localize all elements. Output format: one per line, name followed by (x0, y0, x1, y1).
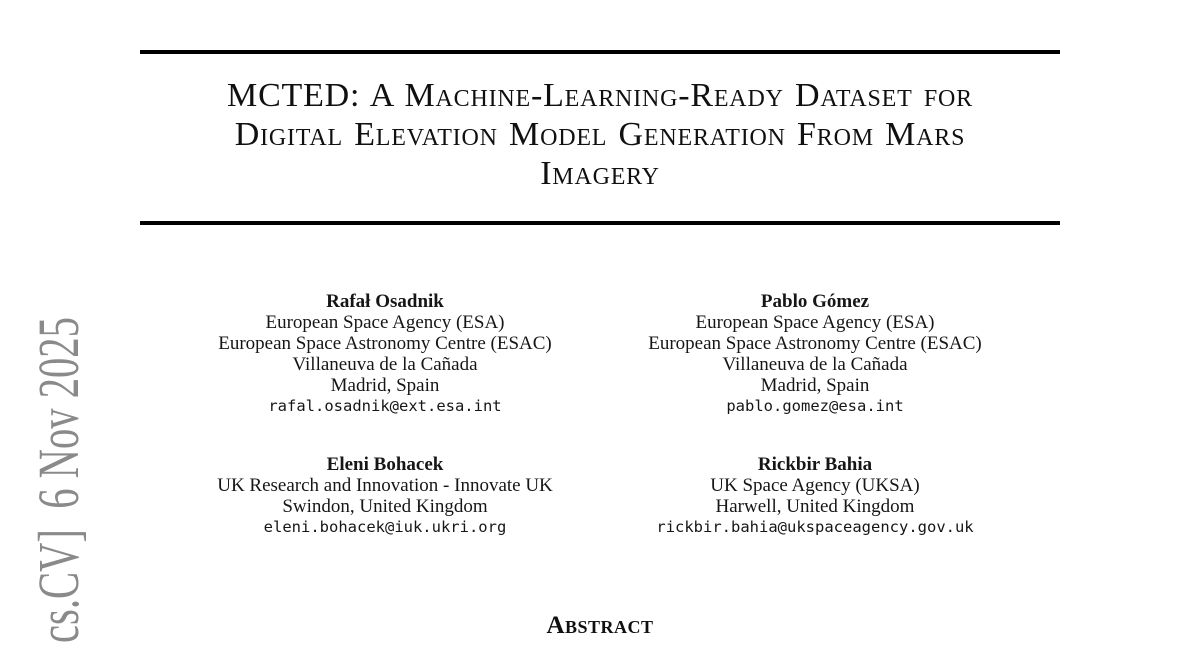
author-name: Pablo Gómez (760, 291, 870, 312)
author-email: pablo.gomez@esa.int (726, 397, 904, 415)
author-affiliation-line: UK Research and Innovation - Innovate UK (217, 475, 553, 496)
paper-title-line: Imagery (540, 155, 660, 192)
author-email: rickbir.bahia@ukspaceagency.gov.uk (656, 518, 974, 536)
author-affiliation-line: Harwell, United Kingdom (715, 496, 915, 517)
author-affiliation-line: UK Space Agency (UKSA) (710, 475, 920, 496)
author-email: rafal.osadnik@ext.esa.int (268, 397, 502, 415)
author-affiliation-line: Madrid, Spain (760, 375, 870, 396)
author-block-eleni-bohacek (170, 454, 600, 538)
author-affiliation-line: Madrid, Spain (330, 375, 440, 396)
author-block-rafal-osadnik (170, 291, 600, 417)
author-affiliation-line: Villaneuva de la Cañada (722, 354, 908, 375)
author-affiliation-line: European Space Agency (ESA) (265, 312, 505, 333)
paper-title-line: MCTED: A Machine-Learning-Ready Dataset for (227, 77, 973, 114)
title-rule-top (140, 50, 1060, 54)
paper-title-line: Digital Elevation Model Generation From Mars (234, 116, 966, 153)
author-affiliation-line: Swindon, United Kingdom (282, 496, 488, 517)
author-email: eleni.bohacek@iuk.ukri.org (263, 518, 507, 536)
author-name: Rickbir Bahia (757, 454, 873, 475)
author-affiliation-line: European Space Astronomy Centre (ESAC) (218, 333, 552, 354)
author-name: Rafał Osadnik (326, 291, 444, 312)
arxiv-stamp: cs.CV] 6 Nov 2025 (26, 317, 91, 643)
author-affiliation-line: Villaneuva de la Cañada (292, 354, 478, 375)
abstract-heading: Abstract (546, 612, 654, 639)
author-block-pablo-gomez (600, 291, 1030, 417)
paper-title (120, 76, 1080, 193)
author-affiliation-line: European Space Agency (ESA) (695, 312, 935, 333)
author-block-rickbir-bahia (600, 454, 1030, 538)
authors-row-1 (170, 291, 1030, 417)
author-name: Eleni Bohacek (326, 454, 444, 475)
author-affiliation-line: European Space Astronomy Centre (ESAC) (648, 333, 982, 354)
authors-row-2 (170, 454, 1030, 538)
title-rule-bottom (140, 221, 1060, 225)
